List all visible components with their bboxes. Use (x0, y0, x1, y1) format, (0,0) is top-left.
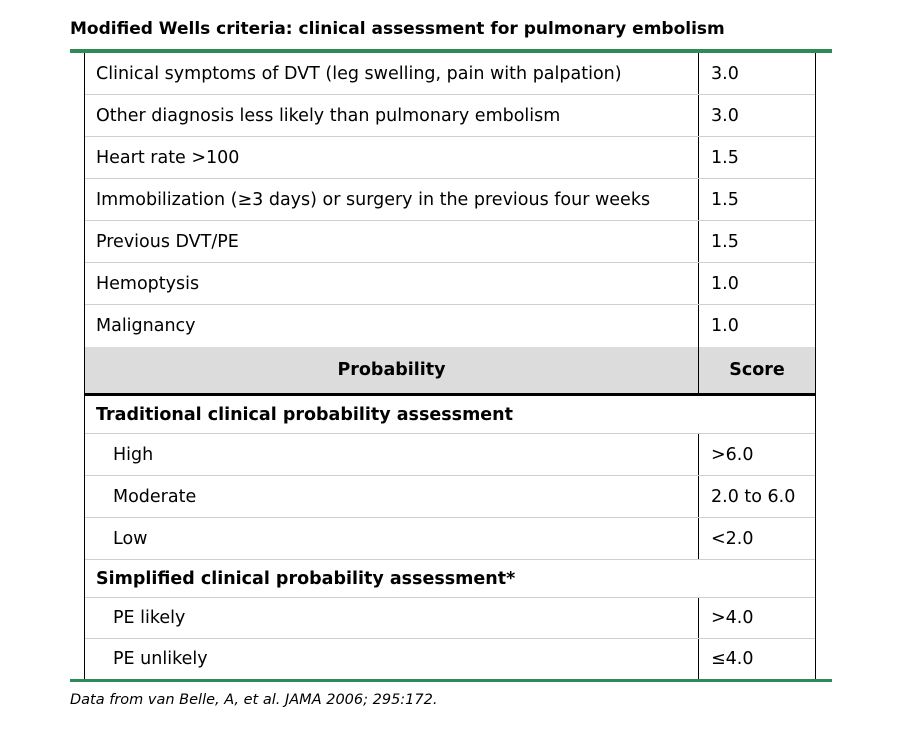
section-heading-text: Simplified clinical probability assessment* (96, 568, 516, 589)
section-heading-text: Traditional clinical probability assessment (96, 404, 514, 425)
score-header: Score (698, 347, 815, 393)
table-row (85, 95, 815, 137)
table-row (85, 221, 815, 263)
criterion-points: 1.0 (698, 305, 815, 347)
table-row (85, 137, 815, 179)
probability-score: >6.0 (698, 434, 815, 475)
table-row (85, 639, 815, 679)
criterion-label: Previous DVT/PE (96, 231, 239, 252)
table-row (85, 263, 815, 305)
traditional-section-heading (85, 396, 815, 434)
table-row (85, 476, 815, 518)
probability-score: ≤4.0 (698, 639, 815, 679)
probability-label: Low (113, 528, 148, 549)
table-title: Modified Wells criteria: clinical assessment for pulmonary embolism (70, 19, 725, 39)
criterion-points: 1.5 (698, 137, 815, 178)
criterion-label: Other diagnosis less likely than pulmonary embolism (96, 105, 561, 126)
source-footnote: Data from van Belle, A, et al. JAMA 2006; 295:172. (70, 692, 438, 708)
criterion-label: Immobilization (≥3 days) or surgery in the previous four weeks (96, 189, 651, 210)
bottom-rule (70, 679, 832, 682)
table-row (85, 518, 815, 560)
table-row (85, 305, 815, 347)
probability-label: PE unlikely (113, 649, 208, 669)
criterion-points: 3.0 (698, 95, 815, 136)
criterion-points: 1.5 (698, 179, 815, 220)
criterion-label: Malignancy (96, 316, 196, 336)
probability-score: 2.0 to 6.0 (698, 476, 815, 517)
criterion-label: Heart rate >100 (96, 147, 240, 168)
criterion-label: Hemoptysis (96, 273, 200, 294)
wells-table (84, 53, 816, 679)
criterion-points: 1.5 (698, 221, 815, 262)
probability-header: Probability (337, 360, 446, 380)
criterion-label: Clinical symptoms of DVT (leg swelling, pain with palpation) (96, 63, 622, 84)
probability-score: >4.0 (698, 598, 815, 638)
probability-label: PE likely (113, 608, 186, 628)
table-row (85, 434, 815, 476)
probability-header-row (85, 347, 815, 396)
table-row (85, 179, 815, 221)
table-row (85, 598, 815, 639)
simplified-section-heading (85, 560, 815, 598)
probability-label: High (113, 444, 154, 465)
table-row (85, 53, 815, 95)
probability-score: <2.0 (698, 518, 815, 559)
criterion-points: 3.0 (698, 53, 815, 94)
criterion-points: 1.0 (698, 263, 815, 304)
probability-label: Moderate (113, 486, 197, 507)
